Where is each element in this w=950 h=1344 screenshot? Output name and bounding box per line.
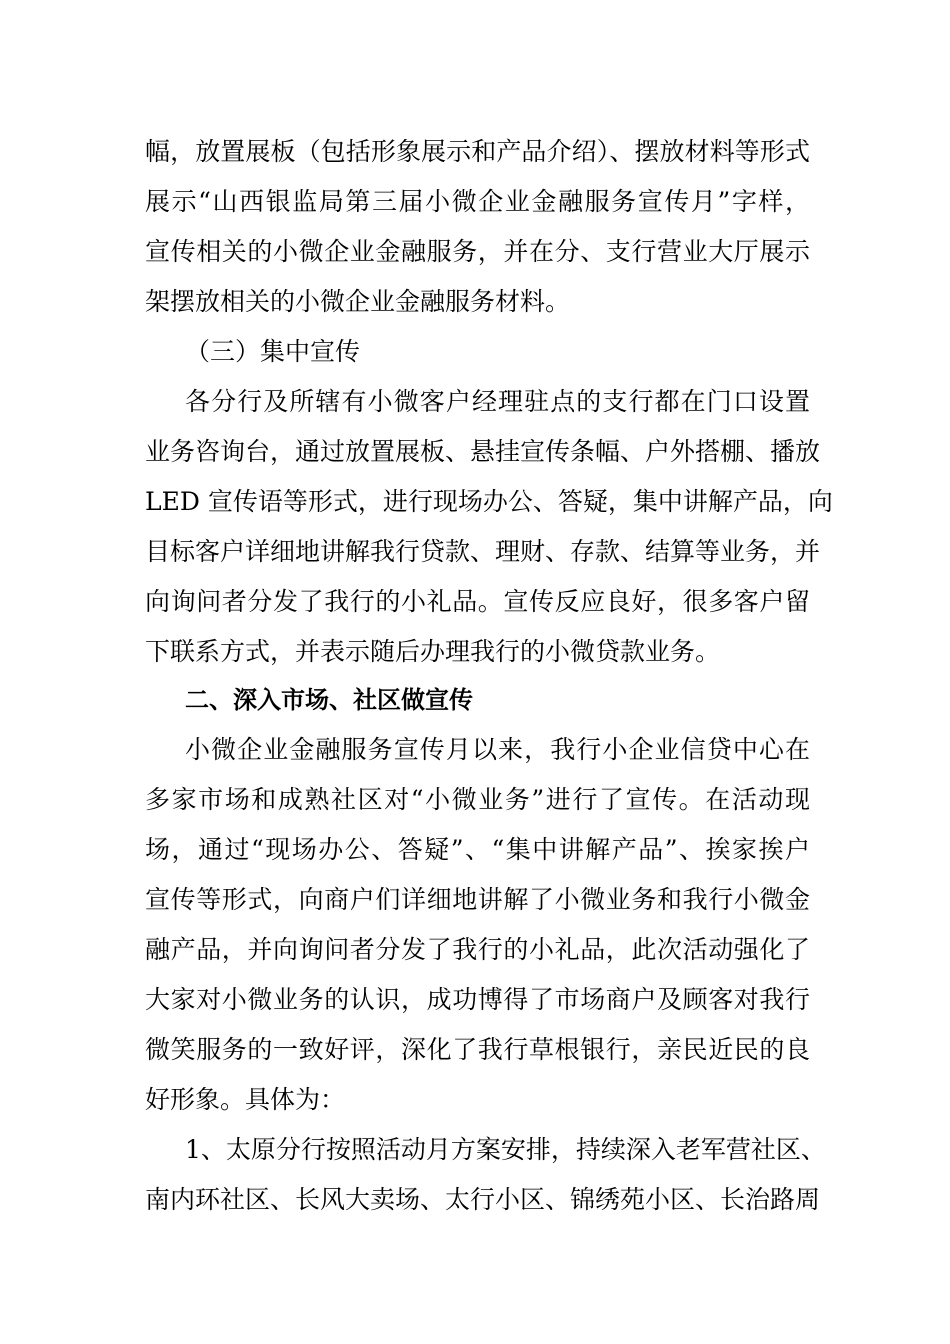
- paragraph-line: 各分行及所辖有小微客户经理驻点的支行都在门口设置: [185, 387, 810, 416]
- paragraph-line: 向询问者分发了我行的小礼品。宣传反应良好，很多客户留: [145, 587, 810, 616]
- paragraph-line: 宣传等形式，向商户们详细地讲解了小微业务和我行小微金: [145, 885, 810, 914]
- paragraph-line: 微笑服务的一致好评，深化了我行草根银行，亲民近民的良: [145, 1035, 810, 1064]
- paragraph-line: LED 宣传语等形式，进行现场办公、答疑，集中讲解产品，向: [145, 487, 833, 516]
- paragraph-line: 大家对小微业务的认识，成功博得了市场商户及顾客对我行: [145, 985, 810, 1014]
- paragraph-line: 宣传相关的小微企业金融服务，并在分、支行营业大厅展示: [145, 237, 810, 266]
- paragraph-line: 下联系方式，并表示随后办理我行的小微贷款业务。: [145, 637, 721, 666]
- paragraph-line: 幅，放置展板（包括形象展示和产品介绍）、摆放材料等形式: [145, 137, 810, 166]
- paragraph-line: 南内环社区、长风大卖场、太行小区、锦绣苑小区、长治路周: [145, 1185, 821, 1214]
- paragraph-line: 业务咨询台，通过放置展板、悬挂宣传条幅、户外搭棚、播放: [145, 437, 821, 466]
- paragraph-line: 目标客户详细地讲解我行贷款、理财、存款、结算等业务，并: [145, 537, 821, 566]
- paragraph-line: 展示“山西银监局第三届小微企业金融服务宣传月”字样，: [145, 187, 810, 216]
- paragraph-line: 小微企业金融服务宣传月以来，我行小企业信贷中心在: [185, 735, 810, 764]
- paragraph-line: 1、太原分行按照活动月方案安排，持续深入老军营社区、: [185, 1135, 826, 1164]
- paragraph-line: 架摆放相关的小微企业金融服务材料。: [145, 287, 571, 316]
- paragraph-line: 场，通过“现场办公、答疑”、“集中讲解产品”、挨家挨户: [145, 835, 810, 864]
- section-subheading: （三）集中宣传: [185, 337, 361, 366]
- paragraph-line: 好形象。具体为：: [145, 1085, 346, 1114]
- paragraph-line: 融产品，并向询问者分发了我行的小礼品，此次活动强化了: [145, 935, 810, 964]
- section-heading: 二、深入市场、社区做宣传: [185, 686, 473, 714]
- paragraph-line: 多家市场和成熟社区对“小微业务”进行了宣传。在活动现: [145, 785, 810, 814]
